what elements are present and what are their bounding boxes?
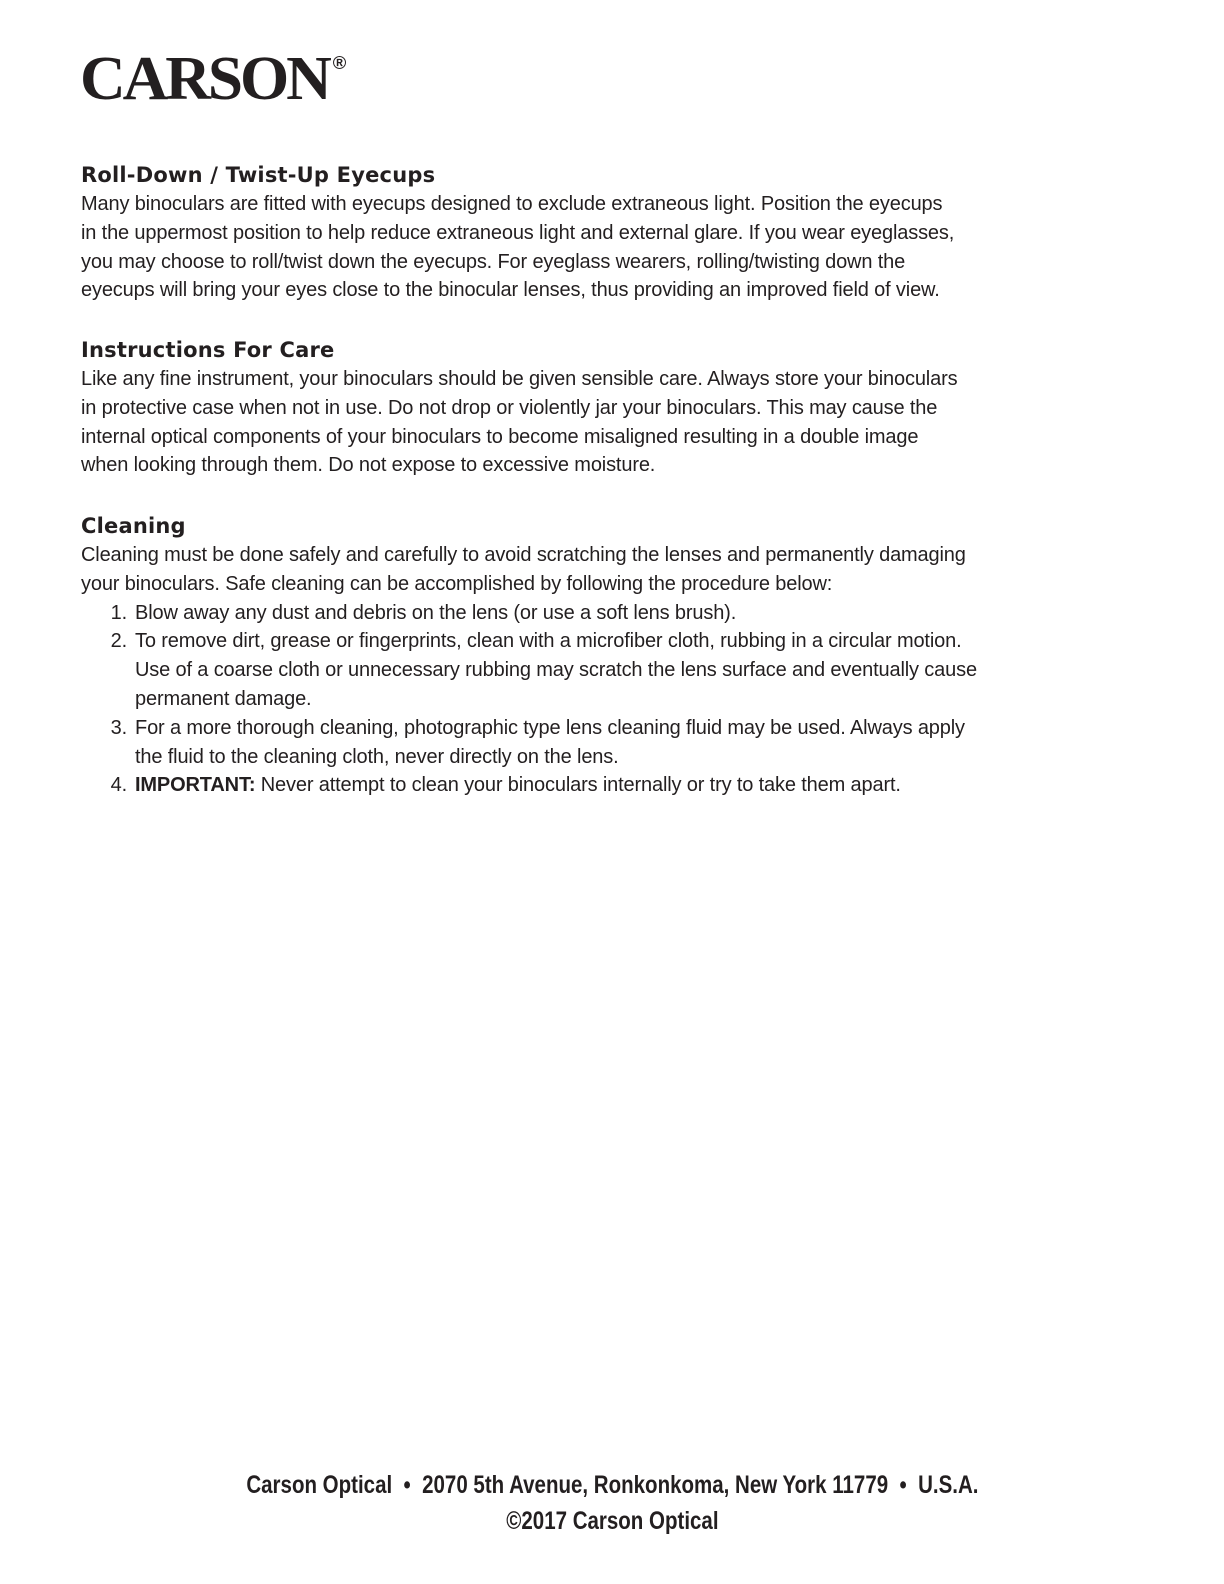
list-item — [81, 714, 977, 772]
cleaning-steps-list — [81, 599, 977, 801]
logo-text: CARSON — [80, 45, 329, 113]
paragraph-line: your binoculars. Safe cleaning can be accomplished by following the procedure below: — [81, 572, 833, 595]
paragraph-line: Cleaning must be done safely and carefully to avoid scratching the lenses and permanently damaging — [81, 544, 966, 566]
list-number: 2. — [110, 630, 127, 653]
paragraph-line: when looking through them. Do not expose to excessive moisture. — [81, 454, 656, 477]
section-cleaning — [81, 511, 977, 800]
registered-mark: ® — [332, 53, 347, 73]
list-text: Use of a coarse cloth or unnecessary rubbing may scratch the lens surface and eventually cause — [135, 659, 977, 682]
address-text: Carson Optical • 2070 5th Avenue, Ronkonkoma, New York 11779 • U.S.A. — [245, 1471, 979, 1499]
list-text: To remove dirt, grease or fingerprints, clean with a microfiber cloth, rubbing in a circular motion. — [135, 630, 962, 653]
carson-logo — [80, 45, 347, 113]
paragraph-line: internal optical components of your binoculars to become misaligned resulting in a double image — [81, 425, 919, 448]
important-label: IMPORTANT: — [135, 774, 256, 797]
list-number: 1. — [110, 601, 127, 624]
heading-eyecups: Roll-Down / Twist-Up Eyecups — [81, 163, 436, 187]
list-text: permanent damage. — [135, 687, 312, 710]
section-eyecups — [81, 160, 954, 305]
heading-cleaning: Cleaning — [81, 514, 186, 538]
list-item — [81, 599, 977, 628]
paragraph-line: in protective case when not in use. Do not drop or violently jar your binoculars. This may cause the — [81, 396, 938, 419]
list-text — [135, 771, 901, 800]
copyright-text: ©2017 Carson Optical — [505, 1507, 719, 1535]
list-number: 4. — [110, 774, 127, 797]
list-text: Blow away any dust and debris on the lens (or use a soft lens brush). — [135, 601, 737, 624]
footer-copyright — [0, 1503, 1224, 1539]
footer-address — [0, 1467, 1224, 1503]
list-text-rest: Never attempt to clean your binoculars internally or try to take them apart. — [255, 774, 901, 797]
paragraph-line: Many binoculars are fitted with eyecups designed to exclude extraneous light. Position the eyecups — [81, 193, 943, 215]
paragraph-line: in the uppermost position to help reduce extraneous light and external glare. If you wear eyeglasses, — [81, 221, 955, 244]
list-item — [81, 627, 977, 713]
heading-care: Instructions For Care — [81, 338, 335, 362]
list-number: 3. — [110, 716, 127, 739]
section-care — [81, 335, 957, 480]
list-item — [81, 771, 977, 800]
list-text: the fluid to the cleaning cloth, never directly on the lens. — [135, 745, 619, 768]
paragraph-line: Like any fine instrument, your binoculars should be given sensible care. Always store your binoculars — [81, 368, 958, 390]
paragraph-line: eyecups will bring your eyes close to the binocular lenses, thus providing an improved field of view. — [81, 279, 940, 302]
list-text: For a more thorough cleaning, photographic type lens cleaning fluid may be used. Always apply — [135, 716, 965, 739]
paragraph-line: you may choose to roll/twist down the eyecups. For eyeglass wearers, rolling/twisting down the — [81, 250, 906, 273]
